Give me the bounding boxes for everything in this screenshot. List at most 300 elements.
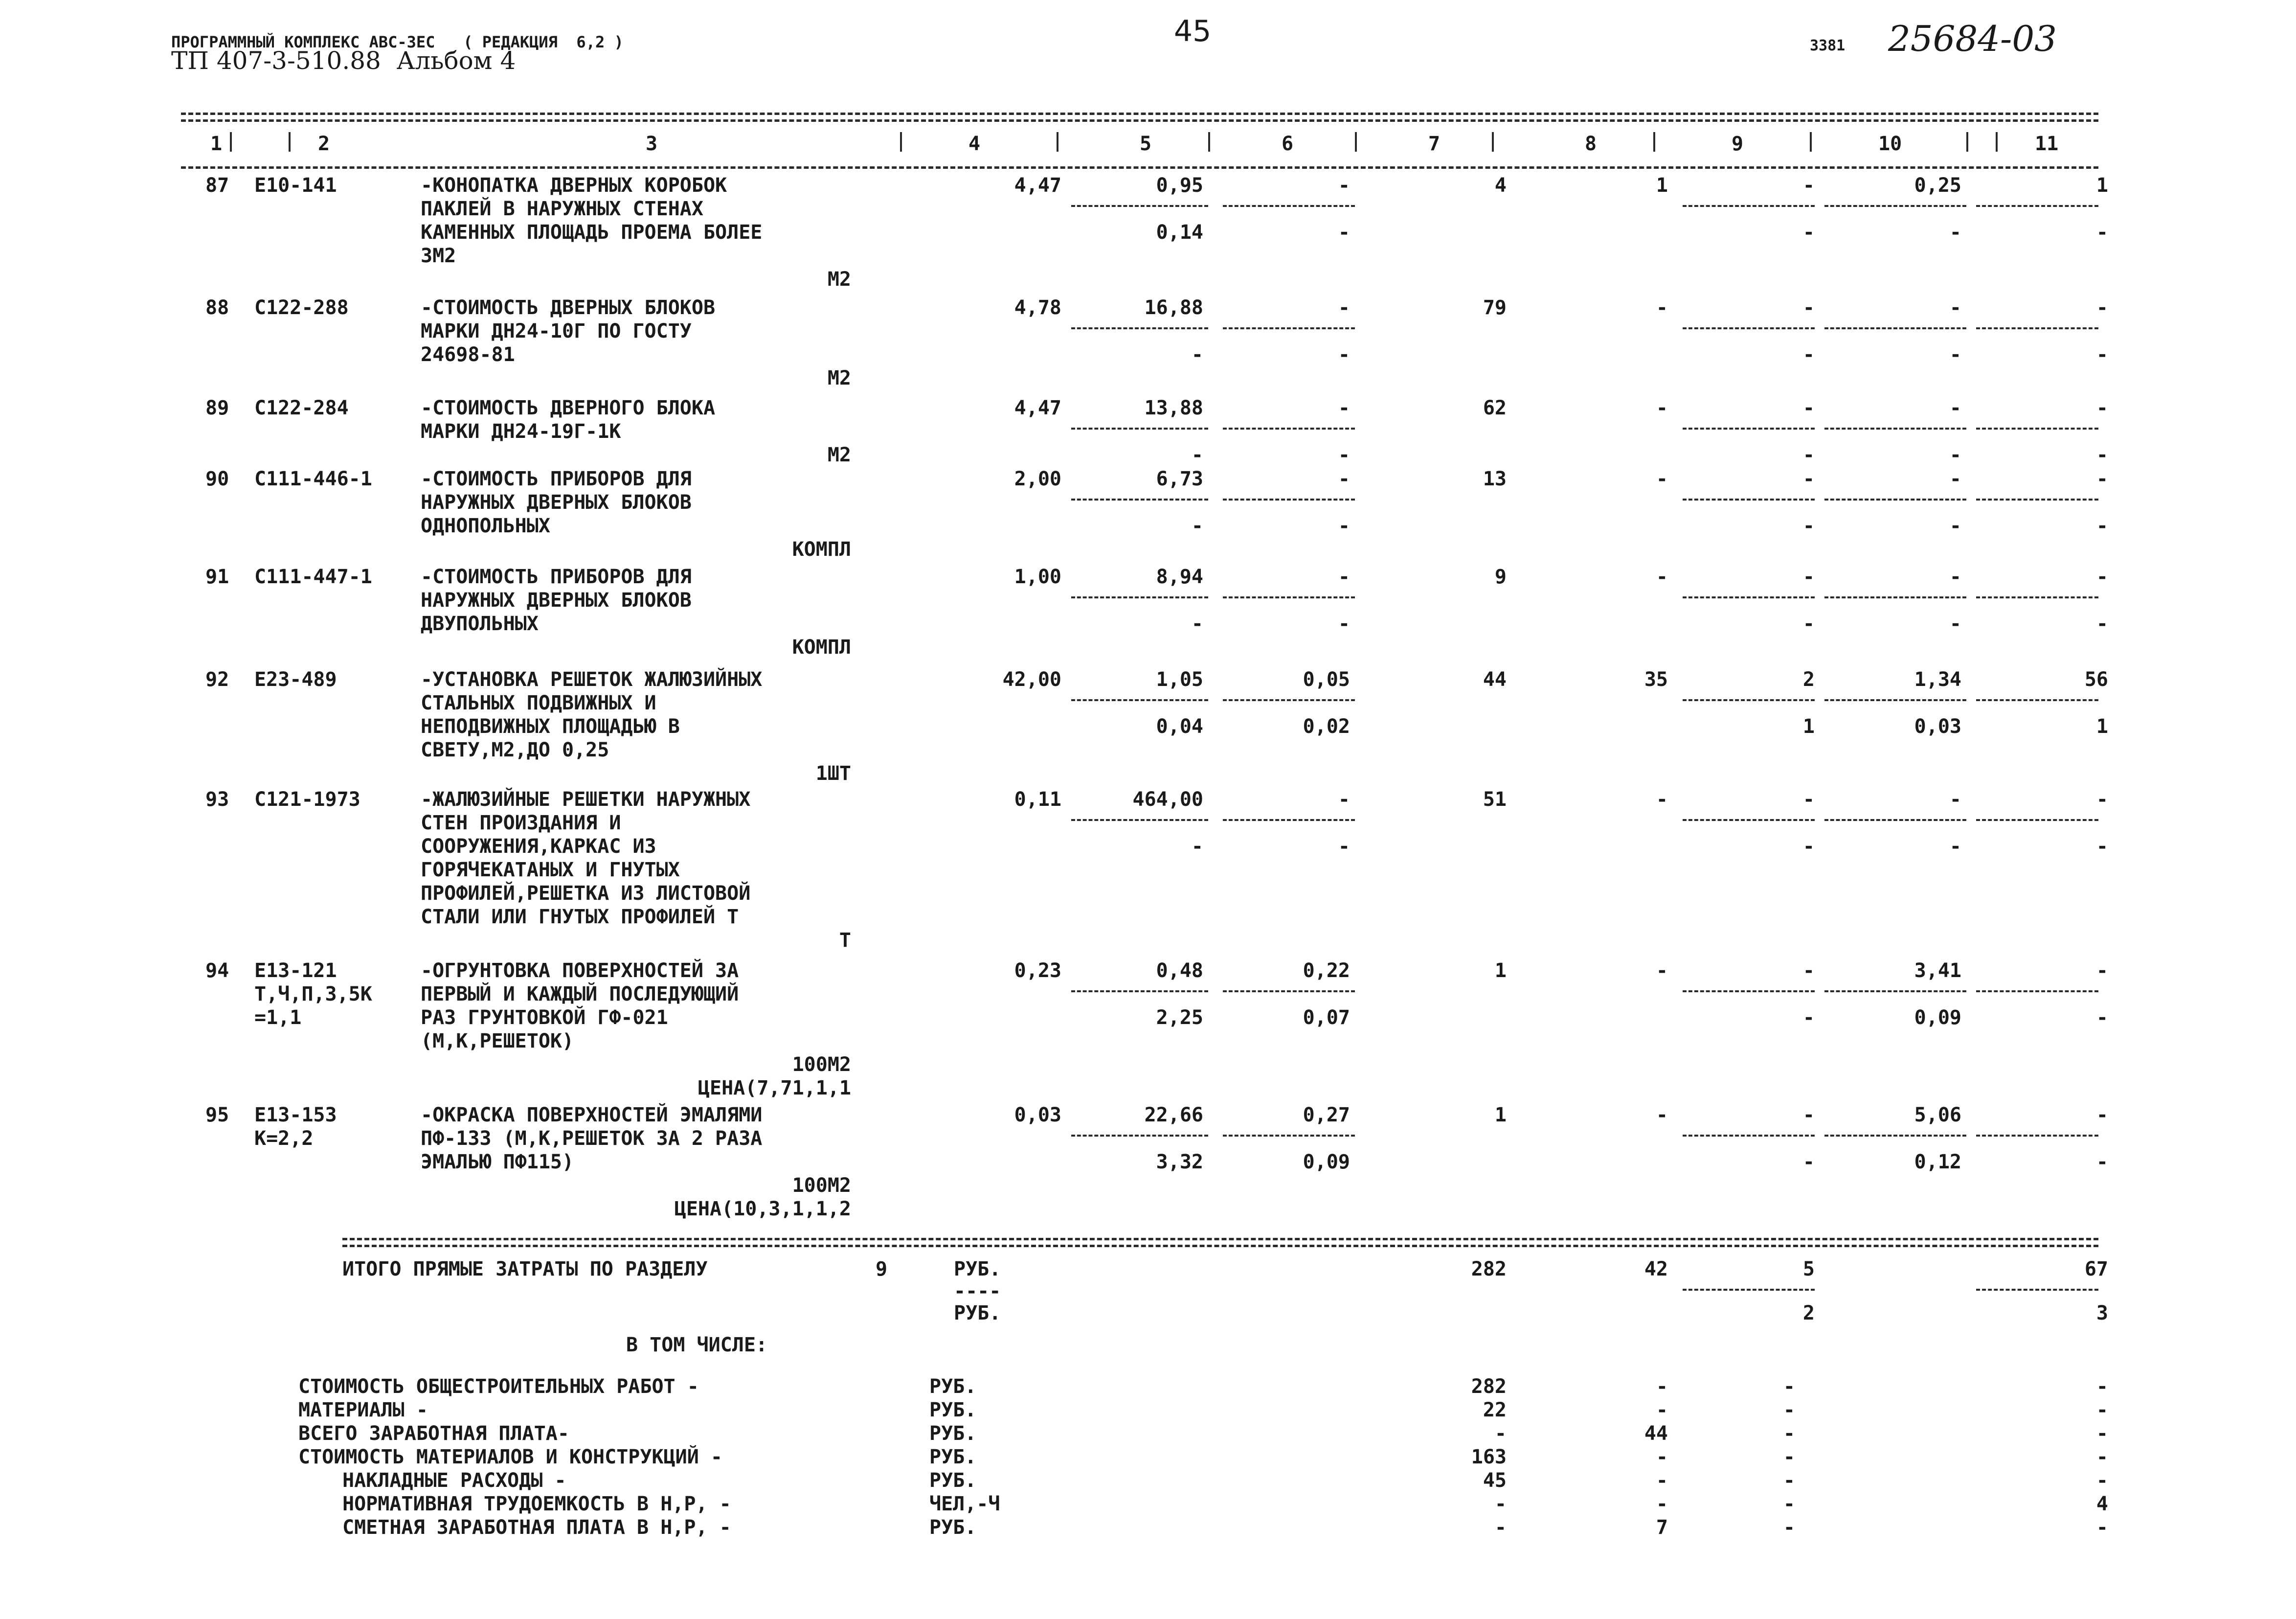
work-description: ПЕРВЫЙ И КАЖДЫЙ ПОСЛЕДУЮЩИЙ	[421, 983, 739, 1005]
machine-wage-bottom: -	[1802, 835, 1815, 858]
column-separator	[900, 132, 902, 152]
machine-wage-top: -	[1802, 1104, 1815, 1126]
wage-cost-top: -	[1338, 788, 1350, 811]
summary-unit: РУБ.	[929, 1516, 977, 1539]
summary-unit: РУБ.	[929, 1375, 977, 1398]
work-description: НАРУЖНЫХ ДВЕРНЫХ БЛОКОВ	[421, 589, 692, 612]
unit-cost-top: 13,88	[1144, 397, 1203, 419]
unit-cost-bottom: -	[1191, 515, 1203, 537]
column-separator	[1355, 132, 1357, 152]
column-separator	[289, 132, 291, 152]
row-number: 87	[205, 174, 229, 197]
unit-cost-top: 464,00	[1132, 788, 1203, 811]
unit-cost-bottom: 0,04	[1156, 715, 1203, 738]
labor-hours-top: -	[1949, 296, 1961, 319]
machine-wage-bottom: 1	[1802, 715, 1815, 738]
quantity: 4,47	[1014, 174, 1061, 197]
labor-hours-bottom: 0,03	[1914, 715, 1961, 738]
total-unit-sep: ----	[954, 1280, 1001, 1302]
column-number: 5	[1140, 133, 1152, 155]
unit-cost-top: 8,94	[1156, 566, 1203, 588]
machine-wage-divider	[1683, 327, 1815, 329]
summary-col8: 7	[1656, 1516, 1668, 1539]
price-code: С111-447-1	[254, 566, 372, 588]
price-note: ЦЕНА(10,3,1,1,2	[674, 1198, 851, 1220]
unit-cost-bottom: 3,32	[1156, 1151, 1203, 1173]
labor-total-bottom: -	[2096, 221, 2108, 244]
total-cost: 13	[1483, 468, 1507, 490]
total-col9-top: 5	[1802, 1258, 1815, 1280]
labor-hours-bottom: -	[1949, 343, 1961, 366]
wage-cost-top: 0,22	[1303, 959, 1350, 982]
summary-col7: 45	[1483, 1469, 1507, 1492]
unit-cost-top: 0,48	[1156, 959, 1203, 982]
quantity: 0,11	[1014, 788, 1061, 811]
labor-hours-divider	[1824, 1135, 1966, 1137]
summary-label: СМЕТНАЯ ЗАРАБОТНАЯ ПЛАТА В Н,Р, -	[342, 1516, 731, 1539]
unit-cost-divider	[1071, 596, 1208, 598]
unit-cost-divider	[1071, 205, 1208, 207]
labor-hours-divider	[1824, 819, 1966, 821]
program-header: ПРОГРАММНЫЙ КОМПЛЕКС АВС-ЗЕС ( РЕДАКЦИЯ 6,2 )	[171, 33, 624, 51]
quantity: 2,00	[1014, 468, 1061, 490]
total-unit-b: РУБ.	[954, 1302, 1001, 1324]
price-code: С122-284	[254, 397, 349, 419]
measure-unit: КОМПЛ	[792, 538, 851, 561]
quantity: 4,78	[1014, 296, 1061, 319]
unit-cost-divider	[1071, 990, 1208, 992]
unit-cost-divider	[1071, 499, 1208, 501]
labor-total-top: -	[2096, 296, 2108, 319]
quantity: 42,00	[1002, 668, 1061, 691]
price-code: Е13-121	[254, 959, 337, 982]
wage-cost-bottom: -	[1338, 613, 1350, 635]
labor-hours-top: 5,06	[1914, 1104, 1961, 1126]
machine-wage-bottom: -	[1802, 444, 1815, 466]
machine-wage-top: 2	[1802, 668, 1815, 691]
machine-wage-bottom: -	[1802, 221, 1815, 244]
header-bottom-rule	[181, 166, 2098, 169]
labor-total-divider	[1976, 699, 2098, 701]
price-code: С122-288	[254, 296, 349, 319]
work-description: СООРУЖЕНИЯ,КАРКАС ИЗ	[421, 835, 656, 858]
total-col9-bottom: 2	[1802, 1302, 1815, 1324]
labor-hours-bottom: -	[1949, 221, 1961, 244]
measure-unit: Т	[839, 929, 851, 952]
total-cost: 1	[1494, 1104, 1507, 1126]
price-code-extra: К=2,2	[254, 1127, 314, 1150]
price-note: ЦЕНА(7,71,1,1	[698, 1077, 851, 1099]
wage-total: 35	[1644, 668, 1668, 691]
labor-total-divider	[1976, 205, 2098, 207]
total-col11-divider	[1976, 1289, 2098, 1291]
price-code: Е13-153	[254, 1104, 337, 1126]
machine-wage-divider	[1683, 819, 1815, 821]
labor-total-top: -	[2096, 468, 2108, 490]
work-description: -УСТАНОВКА РЕШЕТОК ЖАЛЮЗИЙНЫХ	[421, 668, 763, 691]
summary-col11: -	[2096, 1516, 2108, 1539]
work-description: -СТОИМОСТЬ ДВЕРНЫХ БЛОКОВ	[421, 296, 716, 319]
labor-hours-top: 0,25	[1914, 174, 1961, 197]
summary-unit: РУБ.	[929, 1399, 977, 1421]
work-description: 3М2	[421, 245, 456, 267]
row-number: 88	[205, 296, 229, 319]
machine-wage-bottom: -	[1802, 1006, 1815, 1029]
machine-wage-top: -	[1802, 566, 1815, 588]
labor-total-top: 56	[2084, 668, 2108, 691]
project-title: ТП 407-3-510.88 Альбом 4	[171, 46, 516, 75]
wage-cost-divider	[1223, 428, 1355, 430]
summary-col9: -	[1783, 1516, 1795, 1539]
machine-wage-divider	[1683, 205, 1815, 207]
work-description: ОДНОПОЛЬНЫХ	[421, 515, 550, 537]
unit-cost-divider	[1071, 699, 1208, 701]
total-top-rule-2	[342, 1245, 2098, 1247]
column-number: 6	[1282, 133, 1294, 155]
work-description: -СТОИМОСТЬ ДВЕРНОГО БЛОКА	[421, 397, 716, 419]
summary-col7: -	[1494, 1516, 1507, 1539]
work-description: РАЗ ГРУНТОВКОЙ ГФ-021	[421, 1006, 668, 1029]
column-separator	[1810, 132, 1812, 152]
wage-cost-top: -	[1338, 296, 1350, 319]
machine-wage-divider	[1683, 428, 1815, 430]
labor-total-divider	[1976, 990, 2098, 992]
column-number: 8	[1585, 133, 1597, 155]
unit-cost-bottom: -	[1191, 444, 1203, 466]
work-description: СТЕН ПРОИЗДАНИЯ И	[421, 812, 621, 834]
summary-col9: -	[1783, 1399, 1795, 1421]
unit-cost-divider	[1071, 1135, 1208, 1137]
measure-unit: 100М2	[792, 1174, 851, 1197]
measure-unit: М2	[827, 444, 851, 466]
row-number: 90	[205, 468, 229, 490]
work-description: НАРУЖНЫХ ДВЕРНЫХ БЛОКОВ	[421, 491, 692, 514]
summary-col7: -	[1494, 1493, 1507, 1515]
total-col7: 282	[1471, 1258, 1507, 1280]
labor-total-divider	[1976, 596, 2098, 598]
summary-label: СТОИМОСТЬ МАТЕРИАЛОВ И КОНСТРУКЦИЙ -	[298, 1446, 722, 1468]
labor-hours-bottom: -	[1949, 515, 1961, 537]
total-col8: 42	[1644, 1258, 1668, 1280]
work-description: ПФ-133 (М,К,РЕШЕТОК ЗА 2 РАЗА	[421, 1127, 763, 1150]
work-description: МАРКИ ДН24-10Г ПО ГОСТУ	[421, 320, 692, 342]
labor-hours-divider	[1824, 596, 1966, 598]
wage-cost-bottom: -	[1338, 835, 1350, 858]
labor-hours-top: -	[1949, 468, 1961, 490]
total-col9-divider	[1683, 1289, 1815, 1291]
summary-col7: 163	[1471, 1446, 1507, 1468]
quantity: 4,47	[1014, 397, 1061, 419]
machine-wage-top: -	[1802, 959, 1815, 982]
summary-col9: -	[1783, 1493, 1795, 1515]
wage-cost-bottom: 0,09	[1303, 1151, 1350, 1173]
summary-unit: РУБ.	[929, 1469, 977, 1492]
work-description: (М,К,РЕШЕТОК)	[421, 1030, 574, 1052]
summary-col9: -	[1783, 1446, 1795, 1468]
wage-cost-divider	[1223, 990, 1355, 992]
column-number: 3	[646, 133, 658, 155]
summary-unit: РУБ.	[929, 1446, 977, 1468]
total-col11-top: 67	[2084, 1258, 2108, 1280]
machine-wage-top: -	[1802, 468, 1815, 490]
summary-col8: -	[1656, 1469, 1668, 1492]
labor-total-bottom: -	[2096, 444, 2108, 466]
wage-cost-divider	[1223, 499, 1355, 501]
total-top-rule	[342, 1238, 2098, 1240]
labor-hours-top: 3,41	[1914, 959, 1961, 982]
work-description: -ОГРУНТОВКА ПОВЕРХНОСТЕЙ ЗА	[421, 959, 739, 982]
wage-total: 1	[1656, 174, 1668, 197]
column-number: 2	[318, 133, 330, 155]
labor-total-bottom: -	[2096, 1006, 2108, 1029]
unit-cost-divider	[1071, 819, 1208, 821]
machine-wage-bottom: -	[1802, 1151, 1815, 1173]
work-description: -СТОИМОСТЬ ПРИБОРОВ ДЛЯ	[421, 468, 692, 490]
summary-col9: -	[1783, 1469, 1795, 1492]
wage-total: -	[1656, 296, 1668, 319]
summary-col8: -	[1656, 1375, 1668, 1398]
summary-label: НАКЛАДНЫЕ РАСХОДЫ -	[342, 1469, 566, 1492]
machine-wage-divider	[1683, 990, 1815, 992]
wage-cost-top: -	[1338, 566, 1350, 588]
summary-col8: 44	[1644, 1422, 1668, 1445]
labor-total-top: -	[2096, 397, 2108, 419]
summary-col11: -	[2096, 1375, 2108, 1398]
machine-wage-bottom: -	[1802, 343, 1815, 366]
labor-hours-bottom: 0,09	[1914, 1006, 1961, 1029]
labor-hours-divider	[1824, 205, 1966, 207]
wage-total: -	[1656, 566, 1668, 588]
work-description: 24698-81	[421, 343, 515, 366]
unit-cost-divider	[1071, 327, 1208, 329]
column-number: 4	[968, 133, 981, 155]
wage-total: -	[1656, 959, 1668, 982]
total-cost: 44	[1483, 668, 1507, 691]
including-label: В ТОМ ЧИСЛЕ:	[626, 1334, 767, 1356]
summary-col7: 282	[1471, 1375, 1507, 1398]
work-description: -КОНОПАТКА ДВЕРНЫХ КОРОБОК	[421, 174, 727, 197]
labor-total-bottom: -	[2096, 343, 2108, 366]
work-description: ГОРЯЧЕКАТАНЫХ И ГНУТЫХ	[421, 859, 680, 881]
work-description: СВЕТУ,М2,ДО 0,25	[421, 739, 609, 761]
unit-cost-top: 0,95	[1156, 174, 1203, 197]
total-cost: 1	[1494, 959, 1507, 982]
wage-cost-bottom: -	[1338, 444, 1350, 466]
work-description: КАМЕННЫХ ПЛОЩАДЬ ПРОЕМА БОЛЕЕ	[421, 221, 763, 244]
summary-col11: -	[2096, 1469, 2108, 1492]
wage-cost-divider	[1223, 1135, 1355, 1137]
quantity: 0,03	[1014, 1104, 1061, 1126]
row-number: 94	[205, 959, 229, 982]
summary-col9: -	[1783, 1422, 1795, 1445]
price-code-extra: Т,Ч,П,3,5К	[254, 983, 372, 1005]
unit-cost-bottom: -	[1191, 343, 1203, 366]
price-code: С121-1973	[254, 788, 360, 811]
sheet-prefix: 3381	[1810, 37, 1846, 54]
quantity: 1,00	[1014, 566, 1061, 588]
labor-total-divider	[1976, 1135, 2098, 1137]
wage-total: -	[1656, 397, 1668, 419]
wage-cost-bottom: -	[1338, 221, 1350, 244]
column-separator	[1208, 132, 1210, 152]
labor-total-top: 1	[2096, 174, 2108, 197]
wage-cost-top: 0,27	[1303, 1104, 1350, 1126]
table-top-rule	[181, 113, 2098, 115]
wage-total: -	[1656, 788, 1668, 811]
unit-cost-bottom: -	[1191, 613, 1203, 635]
wage-cost-bottom: -	[1338, 343, 1350, 366]
column-separator	[1966, 132, 1968, 152]
summary-label: НОРМАТИВНАЯ ТРУДОЕМКОСТЬ В Н,Р, -	[342, 1493, 731, 1515]
work-description: СТАЛИ ИЛИ ГНУТЫХ ПРОФИЛЕЙ Т	[421, 906, 739, 928]
work-description: -ОКРАСКА ПОВЕРХНОСТЕЙ ЭМАЛЯМИ	[421, 1104, 763, 1126]
column-separator	[1996, 132, 1998, 152]
wage-cost-divider	[1223, 819, 1355, 821]
summary-col8: -	[1656, 1446, 1668, 1468]
labor-total-bottom: 1	[2096, 715, 2108, 738]
wage-cost-top: -	[1338, 397, 1350, 419]
labor-total-top: -	[2096, 788, 2108, 811]
work-description: -СТОИМОСТЬ ПРИБОРОВ ДЛЯ	[421, 566, 692, 588]
summary-label: МАТЕРИАЛЫ -	[298, 1399, 428, 1421]
price-code: Е10-141	[254, 174, 337, 197]
row-number: 91	[205, 566, 229, 588]
labor-total-top: -	[2096, 959, 2108, 982]
total-cost: 62	[1483, 397, 1507, 419]
total-label: ИТОГО ПРЯМЫЕ ЗАТРАТЫ ПО РАЗДЕЛУ	[342, 1258, 708, 1280]
row-number: 92	[205, 668, 229, 691]
labor-total-divider	[1976, 428, 2098, 430]
summary-col7: -	[1494, 1422, 1507, 1445]
unit-cost-top: 6,73	[1156, 468, 1203, 490]
quantity: 0,23	[1014, 959, 1061, 982]
total-col11-bottom: 3	[2096, 1302, 2108, 1324]
row-number: 89	[205, 397, 229, 419]
measure-unit: М2	[827, 268, 851, 291]
wage-cost-divider	[1223, 699, 1355, 701]
summary-col11: -	[2096, 1422, 2108, 1445]
labor-hours-divider	[1824, 428, 1966, 430]
column-separator	[1057, 132, 1058, 152]
measure-unit: М2	[827, 367, 851, 389]
page-number: 45	[1174, 14, 1212, 48]
machine-wage-top: -	[1802, 296, 1815, 319]
machine-wage-top: -	[1802, 788, 1815, 811]
labor-total-top: -	[2096, 1104, 2108, 1126]
unit-cost-divider	[1071, 428, 1208, 430]
wage-cost-divider	[1223, 596, 1355, 598]
labor-total-bottom: -	[2096, 1151, 2108, 1173]
wage-total: -	[1656, 468, 1668, 490]
labor-hours-bottom: -	[1949, 613, 1961, 635]
column-number: 1	[210, 133, 223, 155]
price-code: Е23-489	[254, 668, 337, 691]
wage-cost-divider	[1223, 327, 1355, 329]
unit-cost-bottom: -	[1191, 835, 1203, 858]
summary-col11: 4	[2096, 1493, 2108, 1515]
labor-hours-bottom: -	[1949, 444, 1961, 466]
work-description: ДВУПОЛЬНЫХ	[421, 613, 539, 635]
work-description: -ЖАЛЮЗИЙНЫЕ РЕШЕТКИ НАРУЖНЫХ	[421, 788, 751, 811]
labor-total-bottom: -	[2096, 515, 2108, 537]
column-number: 9	[1732, 133, 1744, 155]
work-description: НЕПОДВИЖНЫХ ПЛОЩАДЬЮ В	[421, 715, 680, 738]
machine-wage-divider	[1683, 499, 1815, 501]
wage-cost-bottom: 0,07	[1303, 1006, 1350, 1029]
total-unit-a: РУБ.	[954, 1258, 1001, 1280]
sheet-number: 25684-03	[1888, 18, 2057, 59]
labor-hours-bottom: 0,12	[1914, 1151, 1961, 1173]
labor-total-divider	[1976, 327, 2098, 329]
labor-hours-top: -	[1949, 788, 1961, 811]
machine-wage-bottom: -	[1802, 613, 1815, 635]
summary-col7: 22	[1483, 1399, 1507, 1421]
machine-wage-top: -	[1802, 174, 1815, 197]
unit-cost-bottom: 2,25	[1156, 1006, 1203, 1029]
machine-wage-top: -	[1802, 397, 1815, 419]
measure-unit: 100М2	[792, 1053, 851, 1076]
summary-col9: -	[1783, 1375, 1795, 1398]
summary-label: ВСЕГО ЗАРАБОТНАЯ ПЛАТА-	[298, 1422, 569, 1445]
column-number: 10	[1878, 133, 1902, 155]
wage-total: -	[1656, 1104, 1668, 1126]
labor-hours-divider	[1824, 499, 1966, 501]
column-separator	[1653, 132, 1655, 152]
summary-col11: -	[2096, 1446, 2108, 1468]
summary-unit: ЧЕЛ,-Ч	[929, 1493, 1000, 1515]
work-description: ПРОФИЛЕЙ,РЕШЕТКА ИЗ ЛИСТОВОЙ	[421, 882, 751, 905]
labor-total-bottom: -	[2096, 835, 2108, 858]
labor-total-top: -	[2096, 566, 2108, 588]
labor-hours-divider	[1824, 327, 1966, 329]
work-description: СТАЛЬНЫХ ПОДВИЖНЫХ И	[421, 692, 656, 714]
total-cost: 9	[1494, 566, 1507, 588]
summary-unit: РУБ.	[929, 1422, 977, 1445]
unit-cost-top: 22,66	[1144, 1104, 1203, 1126]
summary-col8: -	[1656, 1493, 1668, 1515]
measure-unit: КОМПЛ	[792, 636, 851, 659]
summary-col8: -	[1656, 1399, 1668, 1421]
labor-hours-top: 1,34	[1914, 668, 1961, 691]
machine-wage-divider	[1683, 596, 1815, 598]
price-code: С111-446-1	[254, 468, 372, 490]
labor-hours-top: -	[1949, 566, 1961, 588]
unit-cost-bottom: 0,14	[1156, 221, 1203, 244]
wage-cost-bottom: 0,02	[1303, 715, 1350, 738]
summary-label: СТОИМОСТЬ ОБЩЕСТРОИТЕЛЬНЫХ РАБОТ -	[298, 1375, 699, 1398]
table-top-rule-2	[181, 119, 2098, 122]
labor-hours-bottom: -	[1949, 835, 1961, 858]
labor-total-divider	[1976, 499, 2098, 501]
row-number: 95	[205, 1104, 229, 1126]
column-number: 11	[2035, 133, 2059, 155]
wage-cost-top: 0,05	[1303, 668, 1350, 691]
total-cost: 79	[1483, 296, 1507, 319]
wage-cost-top: -	[1338, 468, 1350, 490]
row-number: 93	[205, 788, 229, 811]
work-description: ПАКЛЕЙ В НАРУЖНЫХ СТЕНАХ	[421, 198, 703, 220]
machine-wage-bottom: -	[1802, 515, 1815, 537]
wage-cost-divider	[1223, 205, 1355, 207]
labor-hours-divider	[1824, 990, 1966, 992]
wage-cost-top: -	[1338, 174, 1350, 197]
machine-wage-divider	[1683, 1135, 1815, 1137]
total-section: 9	[876, 1258, 888, 1280]
total-cost: 4	[1494, 174, 1507, 197]
work-description: ЭМАЛЬЮ ПФ115)	[421, 1151, 574, 1173]
total-cost: 51	[1483, 788, 1507, 811]
labor-total-divider	[1976, 819, 2098, 821]
